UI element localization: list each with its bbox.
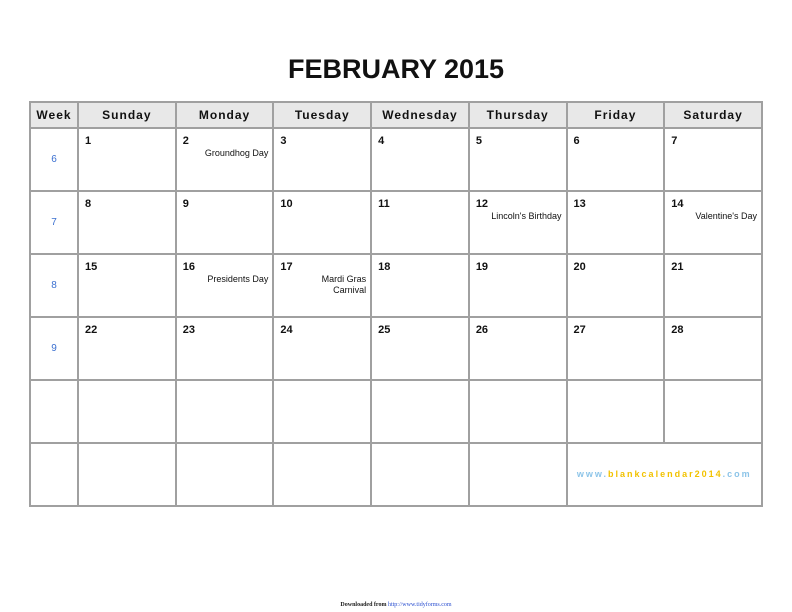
week-number [30,380,78,443]
day-cell[interactable] [469,128,567,191]
website-watermark [568,469,761,479]
day-number: 14 [671,198,684,210]
day-number: 19 [475,261,489,273]
day-cell[interactable] [273,128,371,191]
day-cell[interactable] [78,317,176,380]
week-row [30,443,762,506]
day-number: 28 [671,324,684,336]
day-cell[interactable] [664,254,762,317]
day-cell[interactable] [664,317,762,380]
day-cell[interactable] [469,443,567,506]
day-cell[interactable] [469,317,567,380]
week-row [30,128,762,191]
holiday-label: Presidents Day [207,274,269,284]
day-number: 13 [573,198,586,210]
week-row [30,254,762,317]
day-cell[interactable] [664,380,762,443]
day-cell[interactable] [78,254,176,317]
day-number: 18 [378,261,391,273]
day-number: 4 [378,135,385,147]
day-cell[interactable] [371,317,469,380]
day-cell[interactable] [567,254,665,317]
day-cell[interactable] [469,380,567,443]
brand-suffix: .com [722,469,752,479]
header-wednesday: Wednesday [371,102,469,128]
day-number: 24 [280,324,293,336]
day-number: 10 [280,198,293,210]
day-number: 27 [573,324,586,336]
holiday-label: Valentine's Day [695,211,757,221]
day-number: 26 [475,324,489,336]
header-sunday: Sunday [78,102,176,128]
week-number [30,443,78,506]
week-number: 7 [30,191,78,254]
week-row [30,317,762,380]
day-number: 9 [182,198,189,210]
header-monday: Monday [176,102,274,128]
day-cell[interactable] [371,443,469,506]
day-number: 15 [85,261,98,273]
week-row [30,191,762,254]
footer [0,602,792,608]
day-cell[interactable] [176,443,274,506]
header-row [30,102,762,128]
footer-text: Downloaded from [340,602,388,608]
header-tuesday: Tuesday [273,102,371,128]
day-cell[interactable] [664,128,762,191]
day-cell[interactable] [78,191,176,254]
day-cell[interactable] [567,443,762,506]
day-cell[interactable] [567,128,665,191]
holiday-label: Mardi Gras Carnival [321,274,367,295]
week-number: 9 [30,317,78,380]
header-week: Week [30,102,78,128]
day-cell[interactable] [176,317,274,380]
day-cell[interactable] [371,380,469,443]
holiday-label: Groundhog Day [204,148,269,158]
day-cell[interactable] [176,128,274,191]
day-number: 2 [182,135,189,147]
day-cell[interactable] [273,317,371,380]
day-number: 5 [475,135,482,147]
day-number: 8 [85,198,92,210]
day-cell[interactable] [273,380,371,443]
brand-prefix: www. [576,469,609,479]
header-thursday: Thursday [469,102,567,128]
day-number: 7 [671,135,678,147]
day-cell[interactable] [371,254,469,317]
day-cell[interactable] [176,254,274,317]
week-row [30,380,762,443]
day-cell[interactable] [469,254,567,317]
day-number: 23 [182,324,195,336]
day-number: 22 [85,324,98,336]
day-number: 20 [573,261,586,273]
day-number: 12 [475,198,489,210]
day-cell[interactable] [78,443,176,506]
day-cell[interactable] [176,380,274,443]
day-cell[interactable] [567,317,665,380]
day-number: 16 [182,261,195,273]
day-cell[interactable] [273,443,371,506]
day-number: 3 [280,135,287,147]
calendar-grid [29,101,763,507]
day-cell[interactable] [78,380,176,443]
holiday-label: Lincoln's Birthday [491,211,562,221]
day-number: 25 [378,324,391,336]
calendar-title: FEBRUARY 2015 [287,54,505,84]
week-number: 6 [30,128,78,191]
day-number: 1 [85,135,92,147]
day-cell[interactable] [567,380,665,443]
day-number: 6 [573,135,580,147]
day-number: 11 [378,198,390,210]
day-cell[interactable] [273,254,371,317]
day-cell[interactable] [78,128,176,191]
day-number: 17 [280,261,293,273]
day-cell[interactable] [664,191,762,254]
day-cell[interactable] [567,191,665,254]
day-number: 21 [671,261,684,273]
week-number: 8 [30,254,78,317]
footer-link[interactable]: http://www.tidyforms.com [387,602,452,608]
day-cell[interactable] [371,128,469,191]
day-cell[interactable] [469,191,567,254]
day-cell[interactable] [371,191,469,254]
brand-name: blankcalendar2014 [608,469,723,479]
header-friday: Friday [567,102,665,128]
day-cell[interactable] [273,191,371,254]
day-cell[interactable] [176,191,274,254]
header-saturday: Saturday [664,102,762,128]
